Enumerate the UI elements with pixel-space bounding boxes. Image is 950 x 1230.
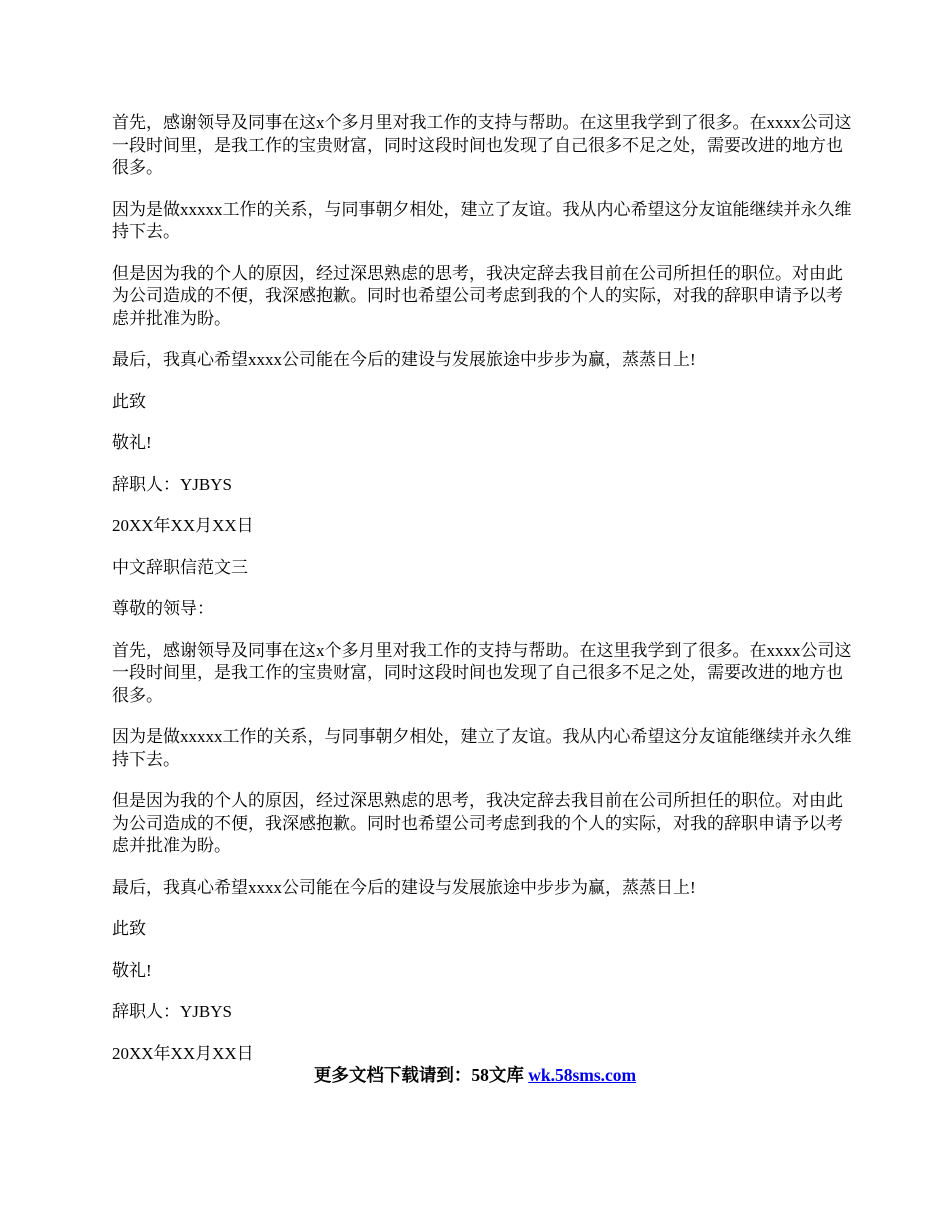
- letter2-heading: 中文辞职信范文三: [112, 557, 248, 577]
- download-footer: [0, 1063, 950, 1087]
- letter2-greeting: 尊敬的领导：: [112, 599, 214, 618]
- footer-text: 更多文档下载请到：58文库: [313, 1065, 529, 1085]
- letter1-date: 20XX年XX月XX日: [112, 516, 254, 535]
- letter1-signature: 辞职人：YJBYS: [112, 474, 232, 494]
- letter1-paragraph-2: 因为是做xxxxx工作的关系，与同事朝夕相处，建立了友谊。我从内心希望这分友谊能继续并永久维持下去。: [112, 199, 852, 241]
- letter2-signature: 辞职人：YJBYS: [112, 1002, 232, 1021]
- letter2-paragraph-3: 但是因为我的个人的原因，经过深思熟虑的思考，我决定辞去我目前在公司所担任的职位。对由此为公司造成的不便，我深感抱歉。同时也希望公司考虑到我的个人的实际，对我的辞职申请予以考虑并批准为盼。: [112, 791, 843, 855]
- letter1-paragraph-1: 首先，感谢领导及同事在这x个多月里对我工作的支持与帮助。在这里我学到了很多。在xxxx公司这一段时间里，是我工作的宝贵财富，同时这段时间也发现了自己很多不足之处，需要改进的地方也很多。: [112, 113, 852, 177]
- letter1-paragraph-3: 但是因为我的个人的原因，经过深思熟虑的思考，我决定辞去我目前在公司所担任的职位。对由此为公司造成的不便，我深感抱歉。同时也希望公司考虑到我的个人的实际，对我的辞职申请予以考虑并批准为盼。: [112, 263, 843, 328]
- letter1-closing: 此致: [112, 391, 146, 411]
- letter2-salute: 敬礼!: [112, 960, 152, 980]
- letter1-salute: 敬礼!: [112, 433, 152, 452]
- document-body: [112, 112, 857, 1084]
- letter2-date: 20XX年XX月XX日: [112, 1043, 254, 1063]
- letter1-paragraph-4: 最后，我真心希望xxxx公司能在今后的建设与发展旅途中步步为赢，蒸蒸日上!: [112, 350, 696, 369]
- letter2-paragraph-2: 因为是做xxxxx工作的关系，与同事朝夕相处，建立了友谊。我从内心希望这分友谊能继续并永久维持下去。: [112, 727, 852, 769]
- footer-link[interactable]: wk.58sms.com: [528, 1065, 637, 1085]
- letter2-paragraph-1: 首先，感谢领导及同事在这x个多月里对我工作的支持与帮助。在这里我学到了很多。在xxxx公司这一段时间里，是我工作的宝贵财富，同时这段时间也发现了自己很多不足之处，需要改进的地方也很多。: [112, 640, 852, 705]
- letter2-paragraph-4: 最后，我真心希望xxxx公司能在今后的建设与发展旅途中步步为赢，蒸蒸日上!: [112, 877, 696, 897]
- letter2-closing: 此致: [112, 919, 146, 938]
